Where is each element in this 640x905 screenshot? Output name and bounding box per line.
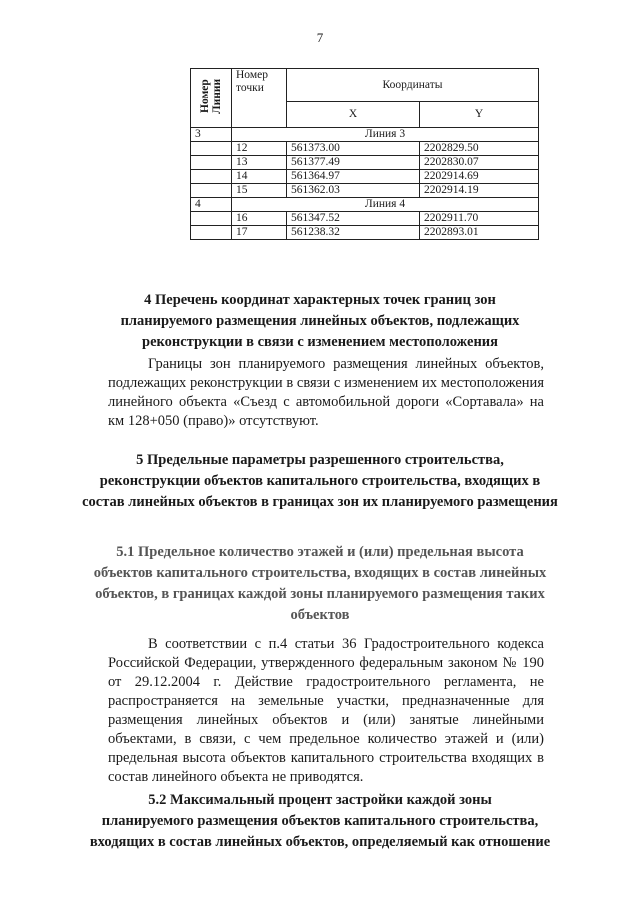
y-cell: 2202911.70	[420, 212, 539, 226]
heading-line: состав линейных объектов в границах зон их планируемого размещения	[82, 494, 558, 510]
header-coordinates: Координаты	[287, 69, 539, 102]
x-cell: 561373.00	[287, 142, 420, 156]
heading-line: объектов	[290, 607, 350, 623]
heading-line: планируемого размещения объектов капитального строительства,	[101, 813, 539, 829]
page-number: 7	[316, 30, 324, 45]
heading-line: входящих в состав линейных объектов, определяемый как отношение	[89, 834, 551, 850]
heading-line: объектов, в границах каждой зоны планируемого размещения таких	[95, 586, 545, 602]
table-row	[191, 156, 539, 170]
heading-line: 5.2 Максимальный процент застройки каждой зоны	[148, 792, 492, 808]
x-cell: 561238.32	[287, 226, 420, 240]
table-row	[191, 142, 539, 156]
section-4-heading	[0, 290, 640, 353]
heading-line: планируемого размещения линейных объектов, подлежащих	[120, 313, 520, 329]
point-cell: 14	[232, 170, 287, 184]
heading-line: реконструкции объектов капитального строительства, входящих в	[99, 473, 541, 489]
group-row-line-3	[191, 128, 539, 142]
header-x: X	[287, 102, 420, 128]
section-5-1-text: В соответствии с п.4 статьи 36 Градостроительного кодекса Российской Федерации, утвержденного федеральным законом № 190 от 29.12.2004 г. Действие градостроительного регламента, не распространяется на земельные участки, предназначенные для размещения линейных объектов и (или) занятые линейными объектами, в связи, с чем предельное количество этажей и (или) предельная высота объектов капитального строительства входящих в состав линейного объекта не приводятся.	[108, 636, 544, 785]
point-cell: 16	[232, 212, 287, 226]
header-line-number	[191, 69, 232, 128]
table-row	[191, 170, 539, 184]
header-line-number-label: Номер Линии	[199, 78, 223, 114]
y-cell: 2202829.50	[420, 142, 539, 156]
y-cell: 2202830.07	[420, 156, 539, 170]
y-cell: 2202914.19	[420, 184, 539, 198]
point-cell: 12	[232, 142, 287, 156]
point-cell: 13	[232, 156, 287, 170]
header-y: Y	[420, 102, 539, 128]
empty-cell	[191, 212, 232, 226]
group-row-line-4	[191, 198, 539, 212]
x-cell: 561377.49	[287, 156, 420, 170]
line-label-cell: Линия 3	[232, 128, 539, 142]
y-cell: 2202914.69	[420, 170, 539, 184]
empty-cell	[191, 184, 232, 198]
header-point-number: Номер точки	[232, 69, 287, 128]
line-number-cell: 3	[191, 128, 232, 142]
y-cell: 2202893.01	[420, 226, 539, 240]
table-header-row	[191, 69, 539, 102]
line-label-cell: Линия 4	[232, 198, 539, 212]
empty-cell	[191, 226, 232, 240]
section-5-1-heading	[0, 542, 640, 626]
heading-line: реконструкции в связи с изменением местоположения	[142, 334, 498, 350]
empty-cell	[191, 142, 232, 156]
section-5-heading	[0, 450, 640, 513]
empty-cell	[191, 156, 232, 170]
point-cell: 15	[232, 184, 287, 198]
x-cell: 561347.52	[287, 212, 420, 226]
table-row	[191, 212, 539, 226]
line-number-cell: 4	[191, 198, 232, 212]
coordinates-table	[190, 68, 539, 240]
heading-line: 5 Предельные параметры разрешенного строительства,	[136, 452, 504, 468]
x-cell: 561364.97	[287, 170, 420, 184]
section-5-2-heading	[0, 790, 640, 853]
heading-line: 5.1 Предельное количество этажей и (или) предельная высота	[116, 544, 524, 560]
table-row	[191, 184, 539, 198]
x-cell: 561362.03	[287, 184, 420, 198]
empty-cell	[191, 170, 232, 184]
section-4-text: Границы зон планируемого размещения линейных объектов, подлежащих реконструкции в связи с изменением их местоположения линейного объекта «Съезд с автомобильной дороги «Сортавала» на км 128+050 (право)» отсутствуют.	[108, 356, 544, 429]
heading-line: 4 Перечень координат характерных точек границ зон	[144, 292, 496, 308]
table-row	[191, 226, 539, 240]
heading-line: объектов капитального строительства, входящих в состав линейных	[93, 565, 547, 581]
point-cell: 17	[232, 226, 287, 240]
